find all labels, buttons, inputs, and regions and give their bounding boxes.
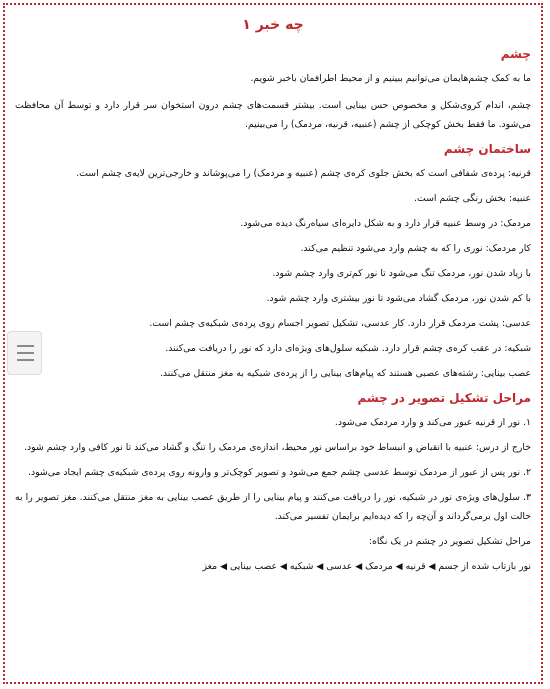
left-arrow-icon: ◀	[280, 562, 287, 572]
paragraph: عنبیه: بخش رنگی چشم است.	[414, 193, 531, 204]
paragraph: ۳. سلول‌های ویژه‌ی نور در شبکیه، نور را دریافت می‌کنند و پیام بینایی را از طریق عصب بینایی به مغز منتقل می‌کنند. مغز تصویر را به حالت اول برمی‌گرداند و آن‌چه را که دیده‌ایم برایمان تفسیر می‌کند.	[15, 492, 531, 522]
paragraph: مراحل تشکیل تصویر در چشم در یک نگاه:	[368, 536, 531, 547]
left-arrow-icon: ◀	[355, 562, 363, 572]
document-content	[15, 13, 531, 678]
flow-step: عصب بینایی	[230, 561, 278, 572]
paragraph: ۲. نور پس از عبور از مردمک توسط عدسی چشم جمع می‌شود و تصویر کوچک‌تر و وارونه روی پرده‌ی شبکیه‌ی چشم ایجاد می‌شود.	[28, 467, 531, 478]
paragraph: چشم، اندام کروی‌شکل و مخصوص حس بینایی است. بیشتر قسمت‌های چشم درون استخوان سر قرار دارد و توسط آن محافظت می‌شود. ما فقط بخش کوچکی از چشم (عنبیه، قرنیه، مردمک) را می‌بینیم.	[15, 100, 531, 130]
side-menu-handle[interactable]	[7, 331, 42, 375]
left-arrow-icon: ◀	[220, 562, 228, 572]
left-arrow-icon: ◀	[395, 562, 403, 572]
paragraph: عدسی: پشت مردمک قرار دارد. کار عدسی، تشکیل تصویر اجسام روی پرده‌ی شبکیه‌ی چشم است.	[149, 318, 531, 329]
paragraph: مردمک: در وسط عنبیه قرار دارد و به شکل دایره‌ای سیاه‌رنگ دیده می‌شود.	[240, 218, 531, 229]
process-flow	[15, 557, 531, 577]
page-border	[3, 3, 543, 684]
paragraph: با زیاد شدن نور، مردمک تنگ می‌شود تا نور کم‌تری وارد چشم شود.	[272, 268, 531, 279]
section-heading-eye: چشم	[500, 47, 531, 61]
flow-step: شبکیه	[289, 561, 314, 572]
paragraph: شبکیه: در عقب کره‌ی چشم قرار دارد. شبکیه سلول‌های ویژه‌ای دارد که نور را دریافت می‌کنند.	[165, 343, 531, 354]
left-arrow-icon: ◀	[316, 562, 324, 572]
flow-step: مغز	[202, 561, 218, 572]
paragraph: کار مردمک: نوری را که به چشم وارد می‌شود تنظیم می‌کند.	[300, 243, 531, 254]
paragraph: عصب بینایی: رشته‌های عصبی هستند که پیام‌های بینایی را از پرده‌ی شبکیه به مغز منتقل می‌کنند.	[159, 368, 531, 379]
flow-step: قرنیه	[405, 561, 426, 572]
paragraph: ما به کمک چشم‌هایمان می‌توانیم ببینیم و از محیط اطرافمان باخبر شویم.	[250, 73, 531, 84]
flow-prefix: نور بازتاب شده از جسم	[438, 561, 531, 572]
section-heading-eye-structure: ساختمان چشم	[443, 142, 531, 156]
section-heading-image-formation: مراحل تشکیل تصویر در چشم	[357, 391, 531, 405]
paragraph: خارج از درس: عنبیه با انقباض و انبساط خود براساس نور محیط، اندازه‌ی مردمک را تنگ و گشاد می‌کند تا نور کافی وارد چشم شود.	[24, 442, 531, 453]
left-arrow-icon: ◀	[428, 562, 436, 572]
flow-step: عدسی	[326, 561, 353, 572]
page-title: چه خبر ۱	[242, 17, 304, 33]
paragraph: ۱. نور از قرنیه عبور می‌کند و وارد مردمک می‌شود.	[334, 417, 531, 428]
paragraph: با کم شدن نور، مردمک گشاد می‌شود تا نور بیشتری وارد چشم شود.	[266, 293, 531, 304]
flow-step: مردمک	[365, 561, 393, 572]
paragraph: قرنیه: پرده‌ی شفافی است که بخش جلوی کره‌ی چشم (عنبیه و مردمک) را می‌پوشاند و خارجی‌ترین لایه‌ی چشم است.	[76, 168, 531, 179]
